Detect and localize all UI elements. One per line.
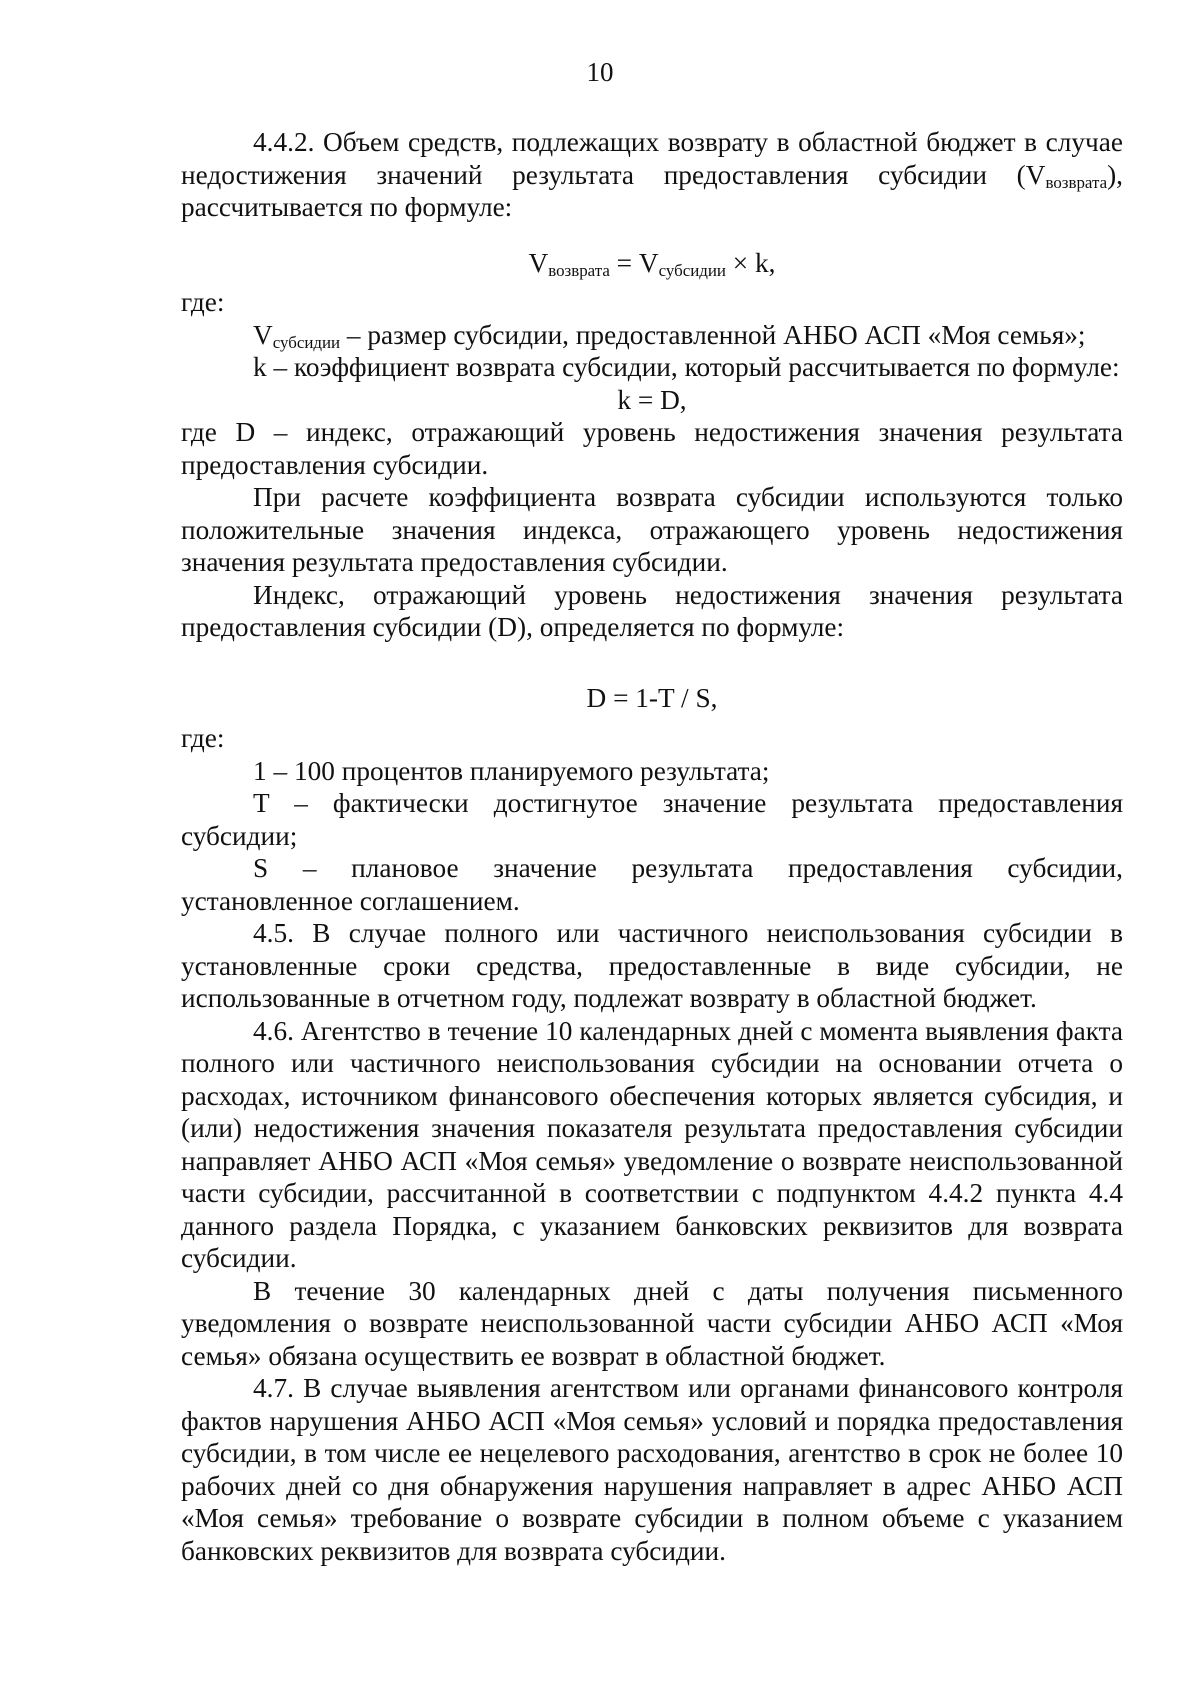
paragraph-4-4-2 bbox=[181, 126, 1123, 224]
formula-return-volume bbox=[181, 247, 1123, 280]
paragraph-index: Индекс, отражающий уровень недостижения значения результата предоставления субсидии (D), определяется по формуле: bbox=[181, 579, 1123, 642]
paragraph-4-7: 4.7. В случае выявления агентством или органами финансового контроля фактов нарушения АНБО АСП «Моя семья» условий и порядка предоставления субсидии, в том числе ее нецелевого расходования, агентство в срок не более 10 рабочих дней со дня обнаружения нарушения направляет в адрес АНБО АСП «Моя семья» требование о возврате субсидии в полном объеме с указанием банковских реквизитов для возврата субсидии. bbox=[181, 1373, 1123, 1566]
where-label: где: bbox=[181, 723, 225, 753]
formula-symbol: = V bbox=[609, 247, 659, 278]
subscript: возврата bbox=[548, 260, 610, 280]
paragraph-text: 4.4.2. Объем средств, подлежащих возврату в областной бюджет в случае недостижения значений результата предоставления субсидии (V bbox=[181, 127, 1123, 190]
definition-t: T – фактически достигнутое значение результата предоставления субсидии; bbox=[181, 788, 1123, 851]
definition-d: где D – индекс, отражающий уровень недостижения значения результата предоставления субсидии. bbox=[181, 417, 1123, 480]
definition-v-subsidy bbox=[181, 319, 1123, 352]
paragraph-4-5: 4.5. В случае полного или частичного неиспользования субсидии в установленные сроки средства, предоставленные в виде субсидии, не использованные в отчетном году, подлежат возврату в областной бюджет. bbox=[181, 918, 1123, 1013]
paragraph-4-6: 4.6. Агентство в течение 10 календарных дней с момента выявления факта полного или частичного неиспользования субсидии на основании отчета о расходах, источником финансового обеспечения которых является субсидия, и (или) недостижения значения показателя результата предоставления субсидии направляет АНБО АСП «Моя семья» уведомление о возврате неиспользованной части субсидии, рассчитанной в соответствии с подпунктом 4.4.2 пункта 4.4 данного раздела Порядка, с указанием банковских реквизитов для возврата субсидии. bbox=[181, 1015, 1123, 1273]
formula-symbol: V bbox=[528, 247, 549, 278]
formula-symbol: V bbox=[253, 319, 273, 350]
subscript: возврата bbox=[1045, 172, 1108, 192]
definition-s: S – плановое значение результата предоставления субсидии, установленное соглашением. bbox=[181, 853, 1123, 916]
subscript: субсидии bbox=[272, 332, 341, 352]
formula-symbol: × k, bbox=[725, 247, 776, 278]
page-number: 10 bbox=[586, 57, 614, 87]
where-label: где: bbox=[181, 287, 225, 317]
paragraph-text: – размер субсидии, предоставленной АНБО АСП «Моя семья»; bbox=[340, 319, 1086, 350]
document-body bbox=[181, 126, 1123, 1567]
formula-d: D = 1-T / S, bbox=[586, 682, 718, 713]
paragraph-30-days: В течение 30 календарных дней с даты получения письменного уведомления о возврате неиспользованной части субсидии АНБО АСП «Моя семья» обязана осуществить ее возврат в областной бюджет. bbox=[181, 1275, 1123, 1371]
subscript: субсидии bbox=[658, 260, 726, 280]
formula-k: k = D, bbox=[617, 384, 687, 415]
definition-1: 1 – 100 процентов планируемого результата; bbox=[253, 755, 770, 786]
paragraph-positive-values: При расчете коэффициента возврата субсидии используются только положительные значения индекса, отражающего уровень недостижения значения результата предоставления субсидии. bbox=[181, 482, 1123, 577]
definition-k: k – коэффициент возврата субсидии, который рассчитывается по формуле: bbox=[253, 352, 1120, 382]
paragraph-text: ), рассчитывается по формуле: bbox=[181, 159, 1123, 222]
